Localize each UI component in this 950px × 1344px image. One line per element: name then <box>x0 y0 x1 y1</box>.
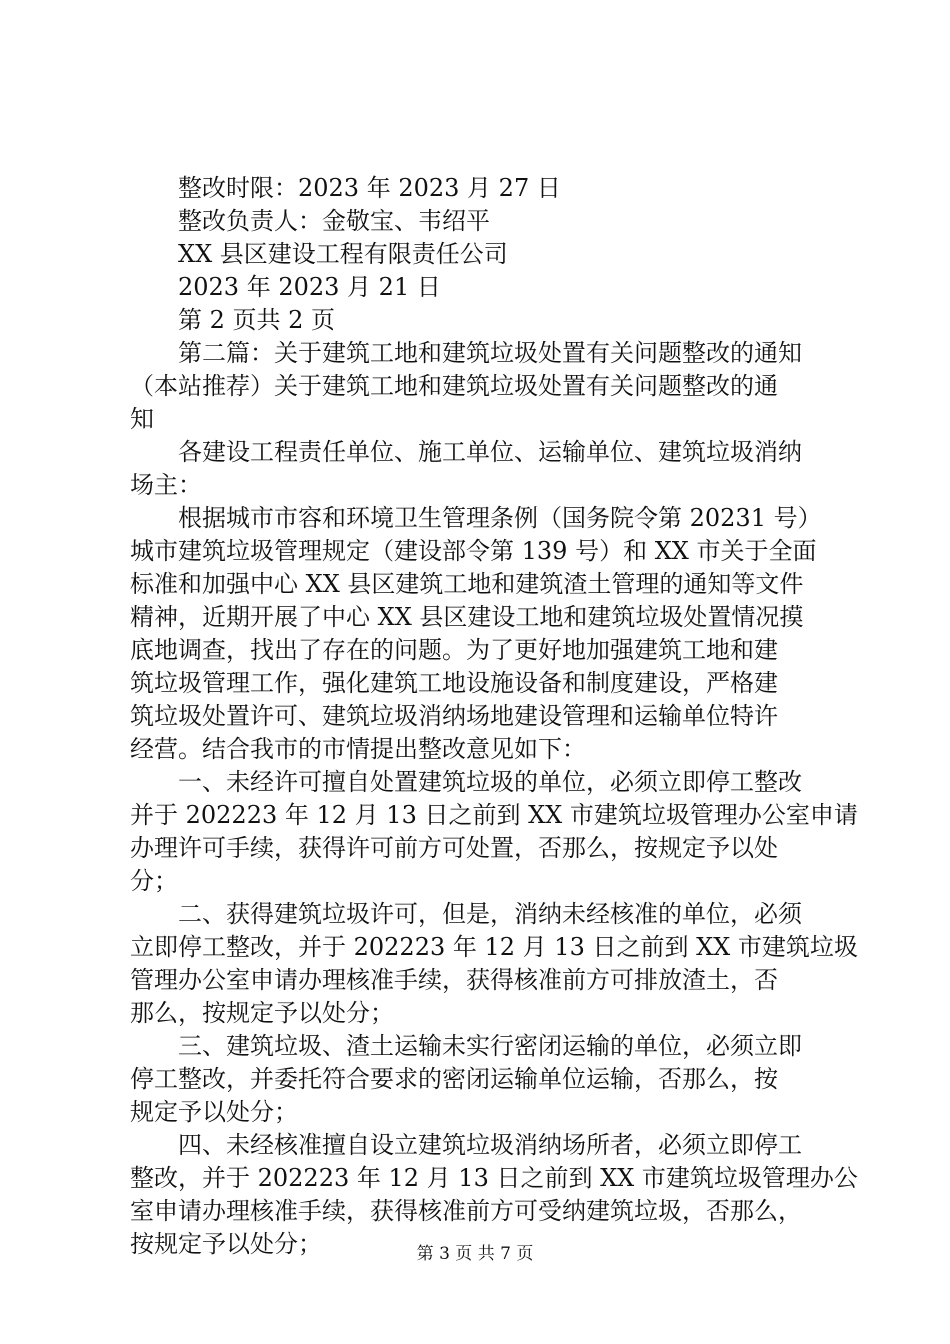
text-line: 停工整改，并委托符合要求的密闭运输单位运输，否那么，按 <box>130 1065 778 1093</box>
text-line: 标准和加强中心 XX 县区建筑工地和建筑渣土管理的通知等文件 <box>130 570 804 598</box>
text-line: 第二篇：关于建筑工地和建筑垃圾处置有关问题整改的通知 <box>178 339 802 367</box>
text-line: 二、获得建筑垃圾许可，但是，消纳未经核准的单位，必须 <box>178 900 802 928</box>
text-line: 整改，并于 202223 年 12 月 13 日之前到 XX 市建筑垃圾管理办公 <box>130 1164 858 1192</box>
text-line: 知 <box>130 405 154 433</box>
text-line: 室申请办理核准手续，获得核准前方可受纳建筑垃圾，否那么， <box>130 1197 802 1225</box>
text-line: XX 县区建设工程有限责任公司 <box>178 240 508 268</box>
text-line: 立即停工整改，并于 202223 年 12 月 13 日之前到 XX 市建筑垃圾 <box>130 933 858 961</box>
text-line: 2023 年 2023 月 21 日 <box>178 273 441 301</box>
text-line: 分； <box>130 867 178 895</box>
text-line: 精神，近期开展了中心 XX 县区建设工地和建筑垃圾处置情况摸 <box>130 603 804 631</box>
text-line: 办理许可手续，获得许可前方可处置，否那么，按规定予以处 <box>130 834 778 862</box>
text-line: 筑垃圾处置许可、建筑垃圾消纳场地建设管理和运输单位特许 <box>130 702 778 730</box>
text-line: 整改时限：2023 年 2023 月 27 日 <box>178 174 561 202</box>
document-body <box>130 172 858 1261</box>
text-line: 四、未经核准擅自设立建筑垃圾消纳场所者，必须立即停工 <box>178 1131 802 1159</box>
text-line: 各建设工程责任单位、施工单位、运输单位、建筑垃圾消纳 <box>178 438 802 466</box>
text-line: 按规定予以处分； <box>130 1230 322 1258</box>
text-line: 根据城市市容和环境卫生管理条例（国务院令第 20231 号） <box>178 504 822 532</box>
text-line: 规定予以处分； <box>130 1098 298 1126</box>
text-line: 那么，按规定予以处分； <box>130 999 394 1027</box>
text-line: 场主： <box>130 471 202 499</box>
text-line: 经营。结合我市的市情提出整改意见如下： <box>130 735 586 763</box>
text-line: 管理办公室申请办理核准手续，获得核准前方可排放渣土，否 <box>130 966 778 994</box>
page-footer: 第 3 页 共 7 页 <box>416 1244 534 1264</box>
text-line: 整改负责人：金敬宝、韦绍平 <box>178 207 490 235</box>
text-line: 筑垃圾管理工作，强化建筑工地设施设备和制度建设，严格建 <box>130 669 778 697</box>
text-line: （本站推荐）关于建筑工地和建筑垃圾处置有关问题整改的通 <box>130 372 778 400</box>
text-line: 三、建筑垃圾、渣土运输未实行密闭运输的单位，必须立即 <box>178 1032 802 1060</box>
text-line: 底地调查，找出了存在的问题。为了更好地加强建筑工地和建 <box>130 636 778 664</box>
text-line: 城市建筑垃圾管理规定（建设部令第 139 号）和 XX 市关于全面 <box>130 537 817 565</box>
text-line: 一、未经许可擅自处置建筑垃圾的单位，必须立即停工整改 <box>178 768 802 796</box>
text-line: 并于 202223 年 12 月 13 日之前到 XX 市建筑垃圾管理办公室申请 <box>130 801 858 829</box>
text-line: 第 2 页共 2 页 <box>178 306 336 334</box>
